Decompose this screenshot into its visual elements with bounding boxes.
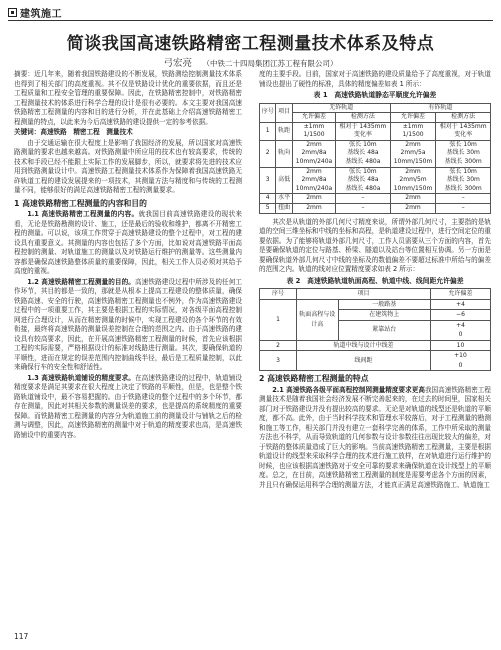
table-2-cell: 轨面高程与设计高 [296, 299, 338, 340]
table-row [260, 167, 491, 194]
table-1-cell: 2mm [292, 204, 335, 214]
table-2-cell: 一般路基 [338, 299, 430, 310]
table-1-cell: 1 [260, 122, 276, 140]
subsection-1-1-title: 1.1 高速铁路精密工程测量的内容。 [27, 210, 139, 218]
section-label: 建筑施工 [20, 9, 62, 20]
table-1-cell: 2mm 2mm/8a 10mm/240a [292, 140, 335, 167]
table-1-cell: 2mm [390, 194, 436, 204]
right-para-2: 其次是从轨道的外部几何尺寸精度来说，所谓外部几何尺寸，主要指的是轨道的空间三维坐标和中线的坐标和高程，是轨道建设过程中，进行空间定位的重要依据。为了能够将轨道外部几何尺寸，工作人员需要从三个方面的内容，首先是要确保轨道的定位与路基、桥梁、隧道以及站台等位置相互协调。另一方面是要确保轨道外部几何尺寸中线的坐标及的数值偏差不要超过标准中所给与的偏差的范围之内。轨道的线对应位置精度要求如表 2 所示： [259, 217, 491, 274]
right-para-1: 度的主要手段。目前，国家对于高速铁路的建设质量给予了高度重视，对于轨道铺设也提出了硬性的标准，具体的精度偏差如表 1 所示： [259, 70, 491, 88]
table-2-header-seq: 序号 [260, 289, 297, 300]
table-1-cell: – [436, 194, 491, 204]
table-1-caption: 表 1 高速铁路轨道静态平顺度允许偏差 [313, 91, 437, 99]
subsection-2-1-title: 2.1 高速铁路各级平面高程控制网测量精度要求更高 [272, 385, 425, 394]
table-row [260, 122, 491, 140]
table-2-header-item: 项目 [296, 289, 430, 300]
section-heading-2: 2 高速铁路精密工程测量的特点 [259, 374, 369, 384]
table-2 [259, 288, 491, 371]
table-1-cell: 高低 [276, 167, 292, 194]
table-1-cell: 弦长 10m 基线长 30m 基线长 300m [436, 140, 491, 167]
table-row [260, 140, 491, 167]
table-1-cell: – [336, 204, 391, 214]
journal-section-tag [8, 5, 62, 20]
table-1-cell: 相对于 1435mm 变化率 [336, 122, 391, 140]
table-1-cell: – [336, 194, 391, 204]
table-row [260, 194, 491, 204]
keywords: 关键词：高速铁路 精密工程 测量技术 [14, 128, 133, 136]
table-1-header-seq: 序号 [260, 103, 276, 122]
table-2-cell: 在建筑物上 [338, 310, 430, 321]
table-1-cell: 水平 [276, 194, 292, 204]
table-1-cell: ±1mm 1/1500 [390, 122, 436, 140]
subsection-2-1-body: 我国高速铁路精密工程测量技术是随着我国社会经济发展不断完善起来的，在过去的时间里，国家相关部门对于铁路建设并没有提出较高的要求。无论是对轨道的线型还是轨道的平顺度，都不高。此外，由于当时科学技术和管理水平较落后，对于工程测量的勘测和施工等工作，相关部门并没有建立一套科学完善的体系，工作中所采取的测量方法也不科学，从而导致轨道的几何参数与设计参数往往出现比较大的偏差，对于铁路的整体质量造成了巨大的影响。当前高速铁路精密工程测量，主要是根据轨道设计的线型来采取科学合理的技术进行施工放样，在对轨道进行运行维护的时候，也应该根据高速铁路对于安全可靠的要求来确保轨道在设计线型上的平顺度。总之，在目前，高速铁路精密工程测量的制度是需要考虑各个方面的因素，并且只有确保运用科学合理的测量方法，才能真正满足高速铁路施工、轨道施工 [259, 385, 491, 489]
table-2-cell: −6 [430, 310, 490, 321]
table-1-header-ballast: 有砟轨道 [390, 103, 490, 113]
table-1-subheader: 允许偏差 [292, 113, 335, 123]
table-1-cell: 弦长 10m 基线长 30m 基线长 300m [436, 167, 491, 194]
table-2-header-tolerance: 允许偏差 [430, 289, 490, 300]
table-1-cell: 2mm 2mm/8a 10mm/240a [292, 167, 335, 194]
table-1-cell: – [436, 204, 491, 214]
subsection-1-2-title: 1.2 高速铁路精密工程测量的目的。 [27, 277, 135, 286]
table-1-subheader: 检测方法 [336, 113, 391, 123]
table-1-cell: 轨距 [276, 122, 292, 140]
subsection-1-3 [14, 374, 242, 441]
table-1-body [260, 122, 491, 213]
subsection-1-3-body: 在高速铁路建设的过程中，轨道铺设精度要求是满足其要求在很大程度上决定了铁路的平顺性，但是，也是整个铁路轨道铺设中，最不容易把握的。由于铁路建设的整个过程中的多个环节，都存在测量，因此对其相关参数的测量误差的要求，也是提高的系统精度的重要保障。而铁路精密工程测量的内容分为轨道施工前的测量设计与铺轨之后的检测与调整，因此，高速铁路精密的测量中对于轨道的精度要求也高，是高速铁路铺设中的重要内容。 [14, 373, 242, 439]
table-1-cell: 扭曲 [276, 204, 292, 214]
table-1-cell: 5 [260, 204, 276, 214]
table-1-cell: ±1mm 1/1500 [292, 122, 335, 140]
article-title: 简谈我国高速铁路精密工程测量技术体系及特点 [66, 34, 435, 54]
author-name: 弓宏亮 [163, 58, 193, 69]
subsection-2-1 [259, 386, 491, 491]
section-square-icon [8, 8, 17, 17]
subsection-1-1-body: 就我国目前高速铁路建设的现状来看，无论是铁路勘测的设计、施工，还是最后的验收和维护，都离不开精密工程的测量。可以说，该项工作贯穿于高速铁路建设的整个过程中，对工程的建设具有重要意义。其测量的内容也包括了多个方面，比如说对高速铁路平面高程控制的测量、对轨道施工的测量以及对铁路运行维护的测量等。这些测量内容都是确保高速铁路整体质量的重要保障，因此，相关工作人员必须对其给予高度的重视。 [14, 210, 242, 275]
subsection-1-2 [14, 278, 242, 373]
table-1-subheader: 检测方法 [436, 113, 491, 123]
section-heading-1: 1 高速铁路精密工程测量的内容和目的 [14, 198, 147, 208]
table-2-cell: +10 0 [430, 351, 490, 371]
left-column [14, 70, 242, 441]
table-1-cell: 弦长 10m 基线长 48a 基线长 480a [336, 167, 391, 194]
table-1-cell: 2 [260, 140, 276, 167]
table-2-caption: 表 2 高速铁路轨道轨面高程、轨道中线、线间距允许偏差 [286, 276, 464, 285]
table-1-cell: 2mm 2mm/5a 10mm/150m [390, 140, 436, 167]
author-affiliation: （中铁二十四局集团江苏工程有限公司） [202, 59, 338, 68]
intro-paragraph: 由于交通运输在很大程度上是影响了我国经济的发展，所以国家对高速铁路测量的要求也越来越高。对铁路测量中所应用的技术也有较高要求，传统的技术和手段已经不能跟上实际工作的发展脚步，所以，就要求将先进的技术应用到铁路测量设计中。高速铁路工程测量技术体系作为保障着我国高速铁路无砟轨道工程的建设发展提来的一项技术，其测量方法与精度和与传统的工程测量不同，能够很好的满足高速铁路精密工程的测量要求。 [14, 138, 242, 194]
table-2-cell: 紧靠站台 [338, 320, 430, 340]
table-2-cell: 10 [430, 340, 490, 351]
table-row [260, 204, 491, 214]
subsection-1-2-body: 高速铁路建设过程中所涉及的任何工作环节，其目的都是一致的，那就是从根本上提高工程建设的整体质量，确保铁路高速、安全的行驶，高速铁路精密工程测量也不例外，作为高速铁路建设过程中的一项重要工作，其主要是根据工程的实际情况，对各级平面高程控制网进行合理设计，从而在精密测量的时候中，实现工程建设的各个环节的有效衔接，最终将高速铁路的测量误差控制在合理的范围之内。由于高速铁路的建设具有较高要求，因此，在开展高速铁路精密工程测量的时候，首先应该根据工程的实际需要，严格根据设计的标准对线路进行测量。其次，要确保轨道的平顺性，进而在规定的误差范围内控制曲线半径，最后是工程质量控制，以此来确保行车的安全性和舒适性。 [14, 277, 242, 371]
table-1 [259, 103, 491, 214]
table-1-cell: 3 [260, 167, 276, 194]
table-2-cell: 3 [260, 351, 297, 371]
header-rule [8, 20, 493, 21]
table-2-cell: 1 [260, 299, 297, 340]
table-1-cell: 相对于 1435mm 变化率 [436, 122, 491, 140]
table-1-subheader: 允许偏差 [390, 113, 436, 123]
table-1-cell: 弦长 10m 基线长 48a 基线长 480a [336, 140, 391, 167]
table-2-cell: 2 [260, 340, 297, 351]
table-1-cell: 2mm [292, 194, 335, 204]
subsection-1-3-title: 1.3 高速铁路轨道铺设的精度要求。 [27, 373, 135, 382]
abstract: 摘要：近几年来，随着我国铁路建设的不断发展，铁路测绘控制测量技术体系也得到了相关部门的高度重视。其不仅是铁路设计优化的重要依据，而且还是工程质量和工程安全管理的重要保障。因此，在铁路精密控制中，对铁路精密工程测量技术的体系进行科学合理的设计是很有必要的。本文主要对我国高速铁路精密工程测量的内容和目的进行分析，并在此基础上介绍高速铁路精密工程测量的特点，以此来为今后高速铁路的建设提供一定的参考依据。 [14, 70, 242, 126]
table-2-cell: 轨道中线与设计中线差 [296, 340, 430, 351]
table-1-header-item: 项目 [276, 103, 292, 122]
byline [0, 55, 501, 69]
table-2-cell: +4 0 [430, 320, 490, 340]
subsection-1-1 [14, 210, 242, 277]
table-2-cell: 线间距 [296, 351, 430, 371]
right-column [259, 70, 491, 491]
table-1-header-ballastless: 无砟轨道 [292, 103, 390, 113]
table-1-cell: 2mm [390, 204, 436, 214]
table-1-cell: 轨向 [276, 140, 292, 167]
page-number: 117 [14, 632, 29, 641]
table-1-cell: 2mm 2mm/5m 10mm/150m [390, 167, 436, 194]
table-2-cell: +4 [430, 299, 490, 310]
table-1-cell: 4 [260, 194, 276, 204]
